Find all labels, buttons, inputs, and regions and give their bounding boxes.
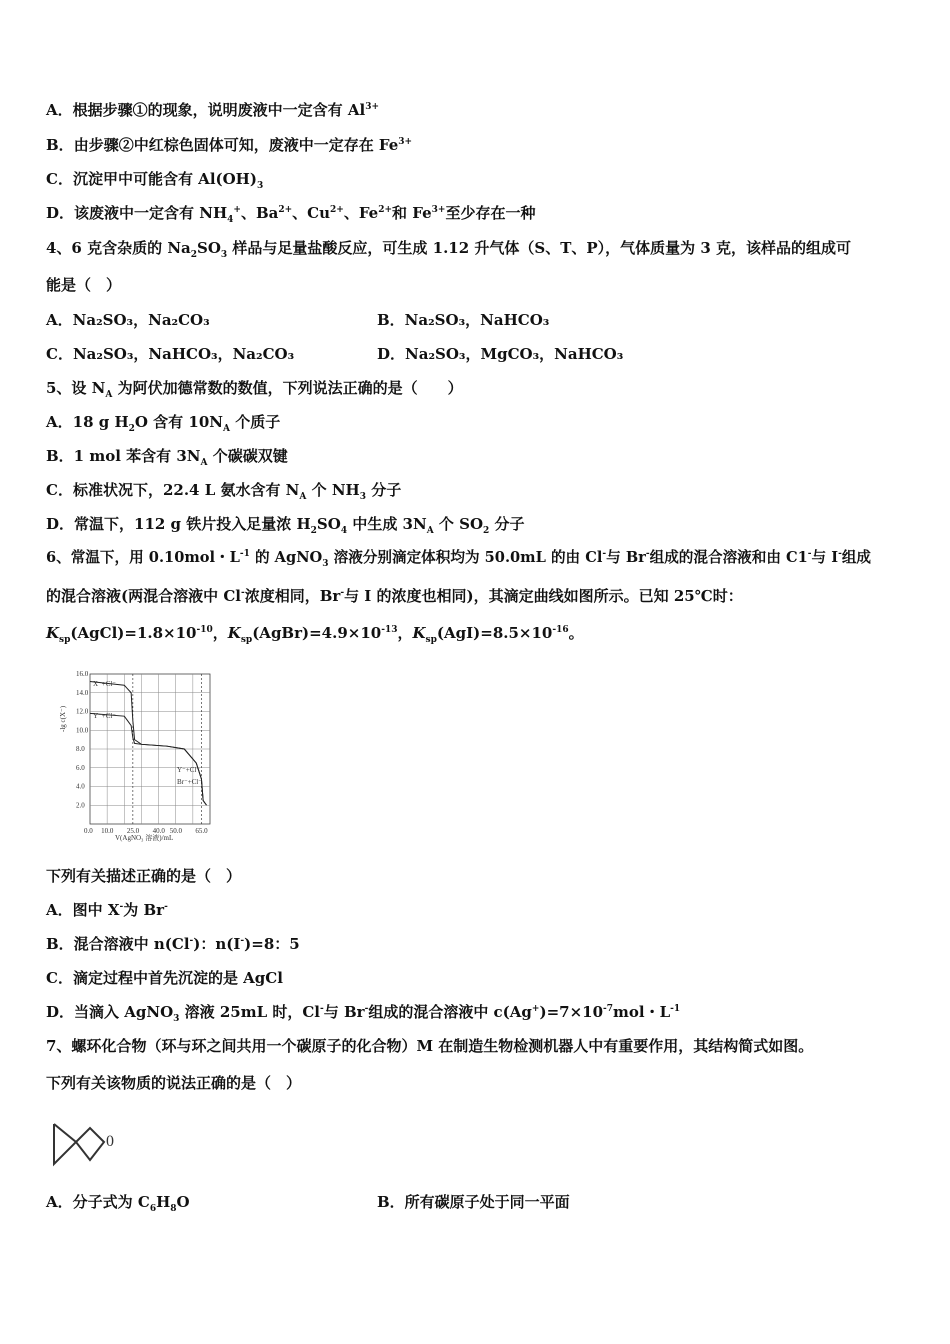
q6-ksp: $K_{sp}(AgCl)=1.8\times 10^{-10}$，$K_{sp}(AgBr)=4.9\times 10^{-13}$，$K_{sp}(AgI)=8.5\times 10^{-16}$。 [46,624,584,645]
spiro-structure-diagram [48,1120,128,1170]
q6-option-a: A．图中 X-为 Br- [46,901,168,919]
cyclopropane-ring [54,1124,76,1164]
q5-option-c: C．标准状况下，22.4 L 氨水含有 $N_A$ 个 $NH_3$ 分子 [46,481,402,502]
x-tick-label: 50.0 [169,827,182,835]
x-tick-label: 10.0 [101,827,114,835]
cyclobutanone-ring [76,1128,104,1160]
q6-option-b: B．混合溶液中 n(Cl-)：n(I-)=8：5 [46,935,300,953]
annotation-x-cl: X⁻+Cl⁻ [93,680,117,688]
x-tick-label: 0.0 [84,827,93,835]
annotation-y-cl: Y⁻+Cl⁻ [93,712,117,720]
q7-stem-cont: 下列有关该物质的说法正确的是（ ） [46,1074,302,1092]
q6-stem: 6、常温下，用 0.10mol・$L^{-1}$ 的 AgNO$_3$ 溶液分别滴定体积均为 50.0mL 的由 Cl-与 Br-组成的混合溶液和由 C1-与 I-组成 [46,549,872,569]
y-tick-label: 4.0 [76,782,85,791]
q6-stem-cont: 的混合溶液(两混合溶液中 Cl-浓度相同，Br-与 I 的浓度也相同)，其滴定曲线如图所示。已知 25℃时： [46,587,743,605]
q3-option-d: D．该废液中一定含有 $NH_4^+$、$Ba^{2+}$、$Cu^{2+}$、$Fe^{2+}$和 $Fe^{3+}$至少存在一种 [46,204,536,225]
series-line-2 [90,713,207,805]
y-axis-label: -lg c(X⁻) [59,705,67,732]
chart-ticks [76,670,208,835]
q6-option-c: C．滴定过程中首先沉淀的是 AgCl [46,969,283,987]
annotation-br-cl: Br⁻+Cl⁻ [177,778,202,786]
y-tick-label: 14.0 [76,688,89,697]
y-tick-label: 8.0 [76,745,85,753]
q4-stem-cont: 能是（ ） [46,276,122,294]
y-tick-label: 2.0 [76,801,85,810]
q4-option-b: B．Na₂SO₃，NaHCO₃ [377,311,550,329]
q5-option-b: B．1 mol 苯含有 $3N_A$ 个碳碳双键 [46,447,288,468]
q5-stem: 5、设 $N_A$ 为阿伏加德常数的数值，下列说法正确的是（ ） [46,379,463,400]
q4-option-a: A．Na₂SO₃，Na₂CO₃ [46,311,210,329]
x-axis-label: V(AgNO₃ 溶液)/mL [115,834,174,842]
x-tick-label: 25.0 [126,827,140,835]
q5-option-a: A．18 g $H_2O$ 含有 $10N_A$ 个质子 [46,413,281,434]
q3-option-b: B．由步骤②中红棕色固体可知，废液中一定存在 $Fe^{3+}$ [46,136,413,154]
q4-stem: 4、6 克含杂质的 $Na_2SO_3$ 样品与足量盐酸反应，可生成 1.12 升气体（S、T、P），气体质量为 3 克，该样品的组成可 [46,239,852,260]
titration-chart [60,662,220,850]
x-tick-label: 65.0 [195,827,208,835]
y-tick-label: 6.0 [76,763,85,772]
y-tick-label: 16.0 [76,670,89,678]
y-tick-label: 12.0 [76,707,89,716]
chart-grid [90,674,210,824]
q6-question: 下列有关描述正确的是（ ） [46,867,242,885]
oxygen-label: 0 [106,1133,114,1150]
q5-option-d: D．常温下，112 g 铁片投入足量浓 $H_2SO_4$ 中生成 $3N_A$ 个 $SO_2$ 分子 [46,515,525,536]
q7-stem: 7、螺环化合物（环与环之间共用一个碳原子的化合物）M 在制造生物检测机器人中有重要作用，其结构简式如图。 [46,1037,814,1055]
q6-option-d: D．当滴入 AgNO$_3$ 溶液 25mL 时，Cl-与 Br-组成的混合溶液中 $c(Ag^+)=7\times 10^{-7}mol$・$L^{-1}$ [46,1003,681,1024]
q3-option-c: C．沉淀甲中可能含有 $Al(OH)_3$ [46,170,264,191]
q3-option-a: A．根据步骤①的现象，说明废液中一定含有 $Al^{3+}$ [46,101,380,119]
q7-option-a: A．分子式为 $C_6H_8O$ [46,1193,190,1214]
x-tick-label: 40.0 [152,827,165,835]
annotation-y-cl-right: Y⁻+Cl⁻ [177,766,201,774]
y-tick-label: 10.0 [76,726,89,735]
q4-option-c: C．Na₂SO₃，NaHCO₃，Na₂CO₃ [46,345,295,363]
q7-option-b: B．所有碳原子处于同一平面 [377,1193,570,1211]
q4-option-d: D．Na₂SO₃，MgCO₃，NaHCO₃ [377,345,624,363]
